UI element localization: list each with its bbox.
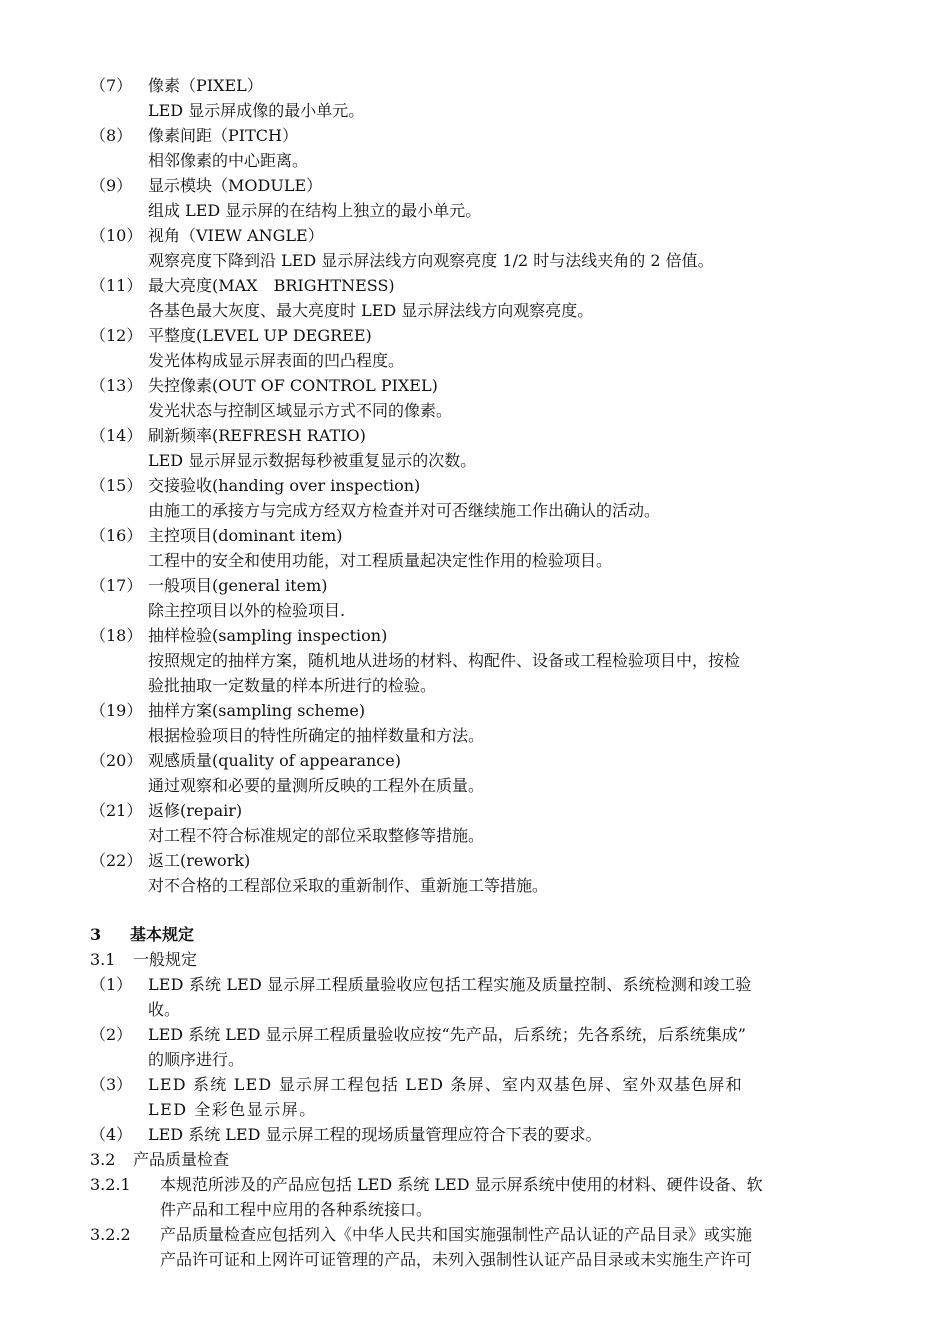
term-description: 由施工的承接方与完成方经双方检查并对可否继续施工作出确认的活动。 [148, 501, 661, 520]
term-number: （22） [90, 851, 143, 870]
clause-text-continued: 产品许可证和上网许可证管理的产品，未列入强制性认证产品目录或未实施生产许可 [160, 1250, 753, 1269]
term-description: 发光状态与控制区域显示方式不同的像素。 [148, 401, 453, 420]
term-title: 主控项目(dominant item) [148, 526, 343, 545]
item-number: （4） [90, 1125, 133, 1144]
term-title: 刷新频率(REFRESH RATIO) [148, 426, 366, 445]
term-description: 除主控项目以外的检验项目. [148, 601, 346, 620]
clause-text-continued: 件产品和工程中应用的各种系统接口。 [160, 1200, 433, 1219]
term-title: 观感质量(quality of appearance) [148, 751, 401, 770]
term-description: 对工程不符合标准规定的部位采取整修等措施。 [148, 826, 485, 845]
term-description-continued: 验批抽取一定数量的样本所进行的检验。 [148, 676, 437, 695]
term-description: 观察亮度下降到沿 LED 显示屏法线方向观察亮度 1/2 时与法线夹角的 2 倍值。 [148, 251, 714, 270]
section-number: 3 [90, 925, 102, 944]
term-description: 发光体构成显示屏表面的凹凸程度。 [148, 351, 405, 370]
term-title: 平整度(LEVEL UP DEGREE) [148, 326, 372, 345]
term-number: （10） [90, 226, 143, 245]
clause-number: 3.2.2 [90, 1225, 131, 1244]
item-text: LED 系统 LED 显示屏工程质量验收应按“先产品，后系统；先各系统，后系统集成” [148, 1025, 746, 1044]
term-title: 视角（VIEW ANGLE） [148, 226, 324, 245]
section-heading [90, 923, 195, 947]
term-title: 显示模块（MODULE） [148, 176, 323, 195]
term-description: 通过观察和必要的量测所反映的工程外在质量。 [148, 776, 485, 795]
term-title: 失控像素(OUT OF CONTROL PIXEL) [148, 376, 438, 395]
clause-text: 产品质量检查应包括列入《中华人民共和国实施强制性产品认证的产品目录》或实施 [160, 1225, 753, 1244]
term-number: （7） [90, 76, 133, 95]
subsection-3-2 [90, 1148, 230, 1172]
term-description: LED 显示屏成像的最小单元。 [148, 101, 365, 120]
term-number: （8） [90, 126, 133, 145]
term-number: （21） [90, 801, 143, 820]
item-text-continued: 收。 [148, 1000, 181, 1019]
term-title: 像素（PIXEL） [148, 76, 263, 95]
subsection-title: 产品质量检查 [133, 1150, 230, 1169]
term-title: 像素间距（PITCH） [148, 126, 298, 145]
term-number: （20） [90, 751, 143, 770]
subsection-title: 一般规定 [133, 950, 198, 969]
clause-text: 本规范所涉及的产品应包括 LED 系统 LED 显示屏系统中使用的材料、硬件设备、软 [160, 1175, 763, 1194]
item-text-continued: 的顺序进行。 [148, 1050, 245, 1069]
item-text-continued: LED 全彩色显示屏。 [148, 1100, 317, 1119]
item-number: （3） [90, 1075, 133, 1094]
term-number: （12） [90, 326, 143, 345]
term-number: （15） [90, 476, 143, 495]
term-description: 各基色最大灰度、最大亮度时 LED 显示屏法线方向观察亮度。 [148, 301, 594, 320]
item-text: LED 系统 LED 显示屏工程质量验收应包括工程实施及质量控制、系统检测和竣工验 [148, 975, 752, 994]
item-number: （1） [90, 975, 133, 994]
term-number: （17） [90, 576, 143, 595]
term-description: 对不合格的工程部位采取的重新制作、重新施工等措施。 [148, 876, 549, 895]
term-title: 返修(repair) [148, 801, 243, 820]
term-title: 返工(rework) [148, 851, 251, 870]
term-number: （11） [90, 276, 143, 295]
clause-number: 3.2.1 [90, 1175, 131, 1194]
term-title: 抽样检验(sampling inspection) [148, 626, 388, 645]
subsection-3-1 [90, 948, 198, 972]
term-title: 抽样方案(sampling scheme) [148, 701, 366, 720]
term-title: 一般项目(general item) [148, 576, 328, 595]
term-title: 最大亮度(MAX BRIGHTNESS) [148, 276, 395, 295]
term-number: （19） [90, 701, 143, 720]
section-title: 基本规定 [130, 925, 195, 944]
term-description: 工程中的安全和使用功能，对工程质量起决定性作用的检验项目。 [148, 551, 613, 570]
term-description: 组成 LED 显示屏的在结构上独立的最小单元。 [148, 201, 482, 220]
term-description: 按照规定的抽样方案，随机地从进场的材料、构配件、设备或工程检验项目中，按检 [148, 651, 741, 670]
term-number: （18） [90, 626, 143, 645]
subsection-number: 3.2 [90, 1150, 116, 1169]
term-number: （16） [90, 526, 143, 545]
term-title: 交接验收(handing over inspection) [148, 476, 421, 495]
term-description: LED 显示屏显示数据每秒被重复显示的次数。 [148, 451, 477, 470]
term-number: （13） [90, 376, 143, 395]
item-text: LED 系统 LED 显示屏工程的现场质量管理应符合下表的要求。 [148, 1125, 602, 1144]
item-text: LED 系统 LED 显示屏工程包括 LED 条屏、室内双基色屏、室外双基色屏和 [148, 1075, 743, 1094]
subsection-number: 3.1 [90, 950, 116, 969]
term-description: 相邻像素的中心距离。 [148, 151, 309, 170]
item-number: （2） [90, 1025, 133, 1044]
term-number: （14） [90, 426, 143, 445]
term-number: （9） [90, 176, 133, 195]
term-description: 根据检验项目的特性所确定的抽样数量和方法。 [148, 726, 485, 745]
